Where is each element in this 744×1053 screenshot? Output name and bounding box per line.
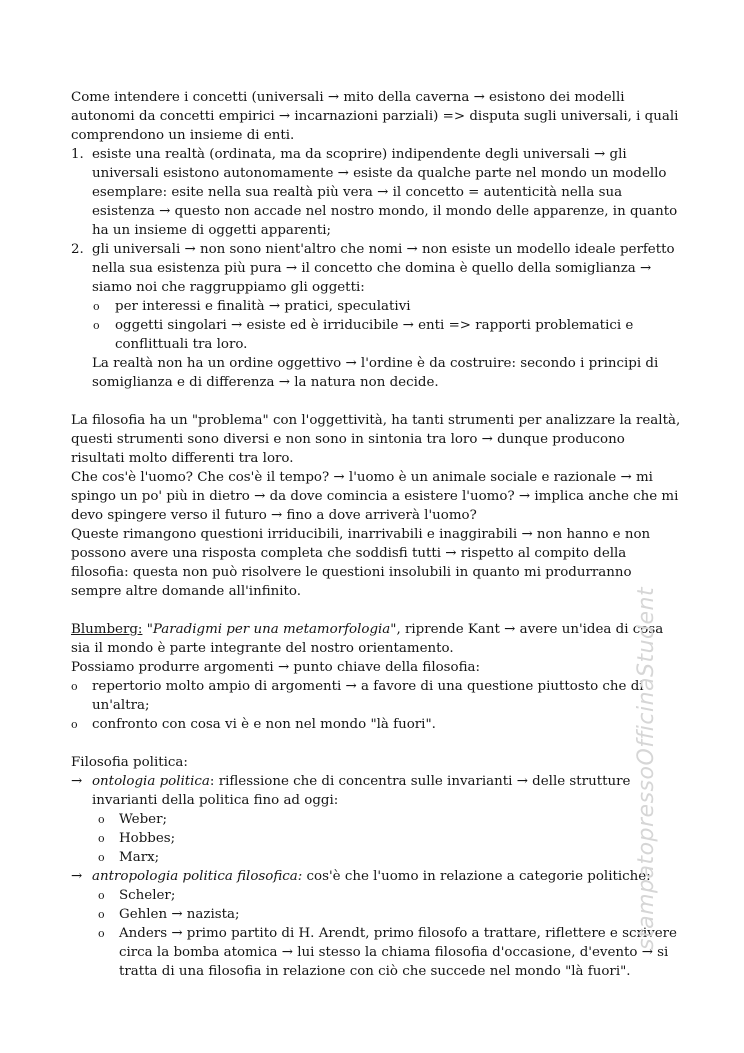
- argomenti-paragraph: Possiamo produrre argomenti → punto chiave della filosofia:: [71, 660, 481, 675]
- filosofia-paragraph: La filosofia ha un "problema" con l'oggettività, ha tanti strumenti per analizzare la realtà, questi strumenti sono diversi e non sono in sintonia tra loro → dunque producono risultati molto differenti tra loro.: [71, 413, 681, 466]
- circle-bullet-icon: o: [71, 680, 78, 693]
- list-number: 1.: [71, 147, 84, 162]
- ontologia-text: : riflessione che di concentra sulle invarianti → delle strutture invarianti della politica fino ad oggi:: [92, 774, 631, 808]
- sub-list-item: [71, 829, 681, 848]
- sub-list-item: [71, 316, 681, 354]
- sub-list-item-text: per interessi e finalità → pratici, speculativi: [115, 299, 411, 314]
- arrow-item: [71, 772, 681, 810]
- list-item: [71, 240, 681, 297]
- antropologia-term: antropologia politica filosofica:: [92, 869, 303, 884]
- sub-list-item: [71, 924, 681, 981]
- sub-list-item-text: Weber;: [119, 812, 168, 827]
- circle-bullet-icon: o: [98, 927, 105, 940]
- sub-list-item-text: oggetti singolari → esiste ed è irriducibile → enti => rapporti problematici e conflittuali tra loro.: [115, 318, 634, 352]
- blumberg-text: , riprende Kant → avere un'idea di cosa sia il mondo è parte integrante del nostro orientamento.: [71, 622, 664, 656]
- sub-list-item-text: Gehlen → nazista;: [119, 907, 240, 922]
- list-item-text: esiste una realtà (ordinata, ma da scoprire) indipendente degli universali → gli universali esistono autonomamente → esiste da qualche parte nel mondo un modello esemplare: esite nella sua realtà più vera → il concetto = autenticità nella sua esistenza → questo non accade nel nostro mondo, il mondo delle apparenze, in quanto ha un insieme di oggetti apparenti;: [92, 147, 678, 238]
- circle-bullet-icon: o: [71, 718, 78, 731]
- circle-bullet-icon: o: [93, 319, 100, 332]
- watermark: stampatopressoOfficinaStudent: [634, 586, 659, 950]
- blumberg-name: Blumberg:: [71, 622, 143, 637]
- sub-list-item: [71, 905, 681, 924]
- sub-list-item-text: Marx;: [119, 850, 160, 865]
- list-item: [71, 145, 681, 240]
- arrow-item: [71, 867, 681, 886]
- circle-bullet-icon: o: [98, 813, 105, 826]
- uomo-paragraph: Che cos'è l'uomo? Che cos'è il tempo? → l'uomo è un animale sociale e razionale → mi spingo un po' più in dietro → da dove comincia a esistere l'uomo? → implica anche che mi devo spingere verso il futuro → fino a dove arriverà l'uomo?: [71, 470, 679, 523]
- blumberg-book-title: "Paradigmi per una metamorfologia": [146, 622, 397, 637]
- bullet-item: [71, 677, 681, 715]
- antropologia-text: cos'è che l'uomo in relazione a categorie politiche:: [302, 869, 651, 884]
- sub-list-item: [71, 886, 681, 905]
- circle-bullet-icon: o: [98, 832, 105, 845]
- ontologia-term: ontologia politica: [92, 774, 210, 789]
- politica-heading: Filosofia politica:: [71, 755, 188, 770]
- document-body: [71, 88, 681, 981]
- sub-list-item: [71, 297, 681, 316]
- arrow-right-icon: →: [71, 774, 83, 789]
- questioni-paragraph: Queste rimangono questioni irriducibili, inarrivabili e inaggirabili → non hanno e non possono avere una risposta completa che soddisfi tutti → rispetto al compito della filosofia: questa non può risolvere le questioni insolubili in quanto mi produrranno sempre altre domande all'infinito.: [71, 527, 651, 599]
- blumberg-paragraph: [71, 620, 681, 658]
- intro-paragraph: Come intendere i concetti (universali → mito della caverna → esistono dei modelli autonomi da concetti empirici → incarnazioni parziali) => disputa sugli universali, i quali comprendono un insieme di enti.: [71, 90, 679, 143]
- circle-bullet-icon: o: [98, 889, 105, 902]
- bullet-item-text: confronto con cosa vi è e non nel mondo "là fuori".: [92, 717, 436, 732]
- circle-bullet-icon: o: [98, 851, 105, 864]
- list-item-text: gli universali → non sono nient'altro che nomi → non esiste un modello ideale perfetto nella sua esistenza più pura → il concetto che domina è quello della somiglianza → siamo noi che raggruppiamo gli oggetti:: [92, 242, 675, 295]
- sub-list-item-text: Hobbes;: [119, 831, 176, 846]
- realta-paragraph: La realtà non ha un ordine oggettivo → l'ordine è da costruire: secondo i principi di somiglianza e di differenza → la natura non decide.: [92, 356, 659, 390]
- list-number: 2.: [71, 242, 84, 257]
- sub-list-item-text: Anders → primo partito di H. Arendt, primo filosofo a trattare, riflettere e scrivere circa la bomba atomica → lui stesso la chiama filosofia d'occasione, d'evento → si tratta di una filosofia in relazione con ciò che succede nel mondo "là fuori".: [119, 926, 677, 979]
- bullet-item-text: repertorio molto ampio di argomenti → a favore di una questione piuttosto che di un'altra;: [92, 679, 644, 713]
- circle-bullet-icon: o: [98, 908, 105, 921]
- bullet-item: [71, 715, 681, 734]
- sub-list-item-text: Scheler;: [119, 888, 176, 903]
- arrow-right-icon: →: [71, 869, 83, 884]
- circle-bullet-icon: o: [93, 300, 100, 313]
- sub-list-item: [71, 848, 681, 867]
- sub-list-item: [71, 810, 681, 829]
